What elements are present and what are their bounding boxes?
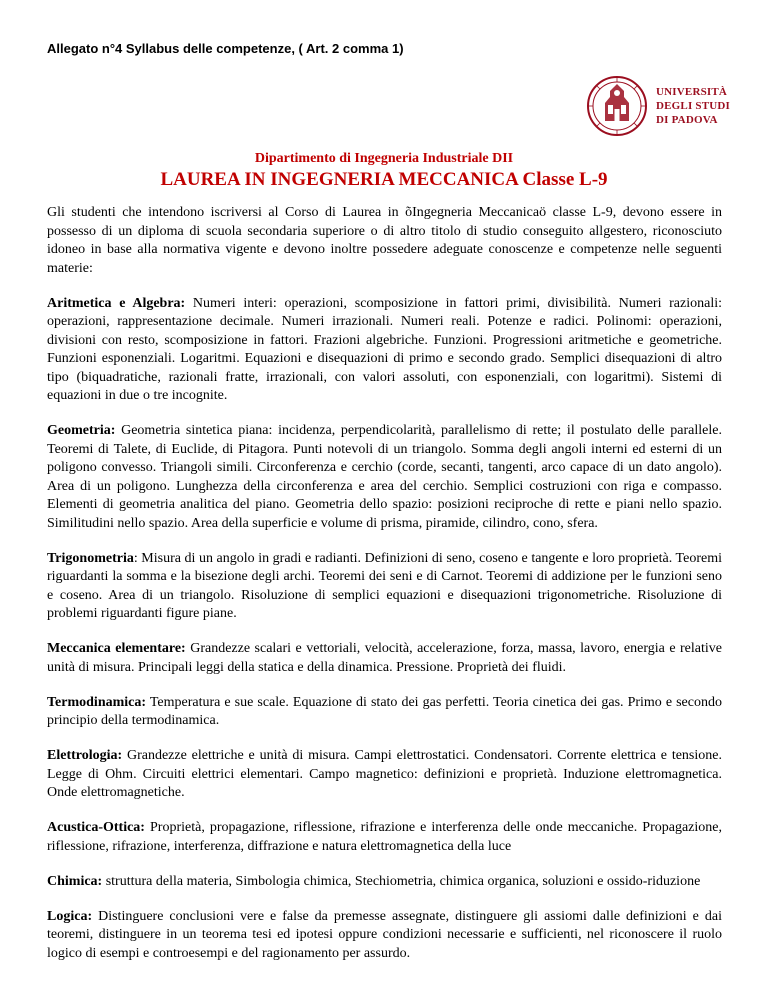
logo-line-2: DEGLI STUDI: [656, 100, 731, 112]
section-heading: Aritmetica e Algebra:: [47, 295, 186, 311]
section-text: : Misura di un angolo in gradi e radianti. Definizioni di seno, coseno e tangente e loro proprietà. Teoremi riguardanti la somma e la bisezione degli archi. Teoremi dei seni e di Carnot. Teoremi di addizione per le funzioni seno e coseno. Area di un triangolo. Risoluzione di semplici equazioni e disequazioni trigonometriche. Risoluzione di problemi riguardanti figure piane.: [47, 550, 722, 621]
section-trigonometry: [47, 550, 722, 624]
logo-line-3: DI PADOVA: [656, 114, 718, 126]
section-heading: Meccanica elementare:: [47, 641, 186, 656]
section-text: struttura della materia, Simbologia chimica, Stechiometria, chimica organica, soluzioni e ossido-riduzione: [102, 873, 701, 889]
section-heading: Geometria:: [47, 423, 116, 438]
section-text: Geometria sintetica piana: incidenza, perpendicolarità, parallelismo di rette; il postulato delle parallele. Teoremi di Talete, di Euclide, di Pitagora. Punti notevoli di un triangolo. Somma degli angoli interni ed esterni di un poligono convesso. Triangoli simili. Circonferenza e cerchio (corde, secanti, tangenti, arco capace di un dato angolo). Area di un poligono. Lunghezza della circonferenza e area del cerchio. Semplici costruzioni con riga e compasso. Elementi di geometria analitica del piano. Geometria dello spazio: posizioni reciproche di rette e piani nello spazio. Similitudini nello spazio. Area della superficie e volume di prisma, piramide, cilindro, cono, sfera.: [47, 423, 722, 531]
section-text: Distinguere conclusioni vere e false da premesse assegnate, distinguere gli assiomi dalle definizioni e dai teoremi, distinguere in un teorema tesi ed ipotesi oppure condizioni necessarie e sufficienti, nel riconoscere il ruolo logico di esempi e controesempi e del ragionamento per assurdo.: [47, 908, 722, 961]
syllabus-body: [47, 204, 722, 980]
section-thermodynamics: [47, 694, 722, 731]
section-heading: Trigonometria: [47, 550, 134, 566]
section-text: Temperatura e sue scale. Equazione di stato dei gas perfetti. Teoria cinetica dei gas. Primo e secondo principio della termodinamica.: [47, 694, 722, 728]
section-heading: Chimica:: [47, 873, 103, 889]
section-heading: Logica:: [47, 908, 93, 924]
attachment-header: Allegato n°4 Syllabus delle competenze, ( Art. 2 comma 1): [47, 41, 404, 56]
logo-line-1: UNIVERSITÀ: [656, 86, 728, 98]
section-heading: Acustica-Ottica:: [47, 820, 145, 835]
section-geometry: [47, 422, 722, 533]
section-acoustics-optics: [47, 819, 722, 856]
section-text: Numeri interi: operazioni, scomposizione in fattori primi, divisibilità. Numeri razionali: operazioni, rappresentazione decimale. Numeri irrazionali. Numeri reali. Potenze e radici. Polinomi: operazioni, divisioni con resto, scomposizione in fattori. Frazioni algebriche. Funzioni. Progressioni aritmetiche e geometriche. Funzioni esponenziali. Logaritmi. Equazioni e disequazioni di primo e secondo grado. Semplici disequazioni di altro tipo (biquadratiche, razionali fratte, irrazionali, con valori assoluti, con esponenziali, con logaritmi). Sistemi di equazioni in due o tre incognite.: [47, 295, 723, 403]
section-electrology: [47, 747, 722, 803]
section-arithmetic-algebra: [47, 295, 722, 406]
section-text: Grandezze scalari e vettoriali, velocità, accelerazione, forza, massa, lavoro, energia e relative unità di misura. Principali leggi della statica e della dinamica. Pressione. Proprietà dei fluidi.: [47, 641, 722, 675]
section-chemistry: [47, 873, 722, 892]
university-seal-icon: [586, 75, 648, 137]
section-heading: Elettrologia:: [47, 748, 123, 763]
university-logo: [586, 74, 736, 138]
section-text: Proprietà, propagazione, riflessione, rifrazione e interferenza delle onde meccaniche. Propagazione, riflessione, rifrazione, interferenza, diffrazione e natura elettromagnetica della luce: [47, 820, 722, 854]
section-heading: Termodinamica:: [47, 694, 147, 710]
section-mechanics: [47, 640, 722, 677]
intro-paragraph: Gli studenti che intendono iscriversi al Corso di Laurea in õIngegneria Meccanicaö classe L-9, devono essere in possesso di un diploma di scuola secondaria superiore o di altro titolo di studio conseguito allgestero, riconosciuto idoneo in base alla normativa vigente e devono inoltre possedere adeguate conoscenze e competenze nelle seguenti materie:: [47, 205, 722, 276]
section-logic: [47, 908, 722, 964]
department-name: Dipartimento di Ingegneria Industriale DII: [254, 151, 514, 166]
page-title: LAUREA IN INGEGNERIA MECCANICA Classe L-9: [160, 169, 608, 190]
section-text: Grandezze elettriche e unità di misura. Campi elettrostatici. Condensatori. Corrente elettrica e tensione. Legge di Ohm. Circuiti elettrici elementari. Campo magnetico: definizioni e proprietà. Induzione elettromagnetica. Onde elettromagnetiche.: [47, 748, 722, 800]
